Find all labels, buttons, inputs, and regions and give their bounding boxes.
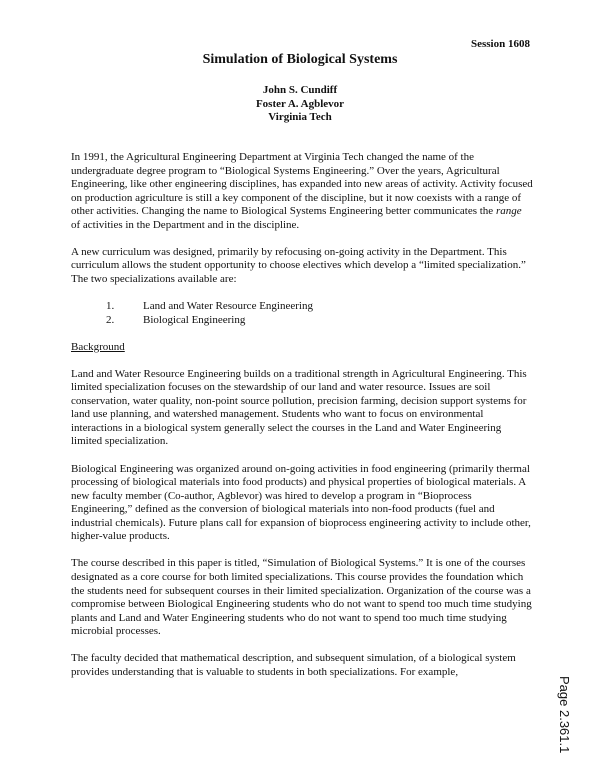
- section-heading-background: Background: [71, 340, 125, 353]
- background-paragraph: Land and Water Resource Engineering builds on a traditional strength in Agricultural Engineering. This limited specialization focuses on the stewardship of our land and water resource. Issues are soil conservation, water quality, non-point source pollution, precision farming, decision support systems for land use planning, and watershed management. Students who want to focus on environmental interactions in a biological system generally select the courses in the Land and Water Engineering limited specialization.: [71, 367, 527, 448]
- background-paragraph: Biological Engineering was organized around on-going activities in food engineering (primarily thermal processing of biological materials into food products) and physical properties of biological materials. A new faculty member (Co-author, Agblevor) was hired to develop a program in “Bioprocess Engineering,” defined as the conversion of biological materials into non-food products (fuel and industrial chemicals). Future plans call for expansion of bioprocess engineering activity to include other, higher-value products.: [71, 462, 531, 543]
- list-item: [71, 300, 533, 314]
- emphasis-range: range: [495, 205, 522, 218]
- author-affiliation: Virginia Tech: [268, 111, 332, 123]
- list-number: 2.: [106, 313, 115, 326]
- author-block: [0, 84, 600, 125]
- background-paragraph: The faculty decided that mathematical description, and subsequent simulation, of a biological system provides understanding that is valuable to students in both specializations. For example,: [71, 652, 516, 678]
- paper-body: [71, 151, 533, 693]
- list-item: [71, 314, 533, 328]
- list-label: Biological Engineering: [143, 313, 246, 326]
- background-paragraph: The course described in this paper is titled, “Simulation of Biological Systems.” It is one of the courses designated as a core course for both limited specializations. This course provides the foundation which the students need for subsequent courses in their limited specialization. Organization of the course was a compromise between Biological Engineering students who do not want to spend too much time studying plants and Land and Water Engineering students who do not want to spend too much time studying microbial processes.: [71, 557, 532, 638]
- intro-paragraph: In 1991, the Agricultural Engineering Department at Virginia Tech changed the name of the undergraduate degree program to “Biological Systems Engineering.” Over the years, Agricultural Engineering, like other engineering disciplines, has expanded into new areas of activity. Activity focused on production agriculture is still a key component of the discipline, but it now coexists with a range of other activities. Changing the name to Biological Systems Engineering better communicates the range of activities in the Department and in the discipline.: [71, 151, 533, 231]
- session-label: Session 1608: [471, 38, 530, 50]
- author-name: Foster A. Agblevor: [255, 97, 345, 110]
- paper-title: Simulation of Biological Systems: [202, 52, 398, 67]
- list-label: Land and Water Resource Engineering: [143, 300, 313, 313]
- author-name: John S. Cundiff: [262, 84, 338, 96]
- list-number: 1.: [106, 300, 115, 313]
- page-number: Page 2.361.1: [557, 676, 572, 754]
- intro-paragraph: A new curriculum was designed, primarily by refocusing on-going activity in the Department. This curriculum allows the student opportunity to choose electives which develop a “limited specialization.” The two specializations available are:: [71, 245, 526, 285]
- specialization-list: [71, 300, 533, 327]
